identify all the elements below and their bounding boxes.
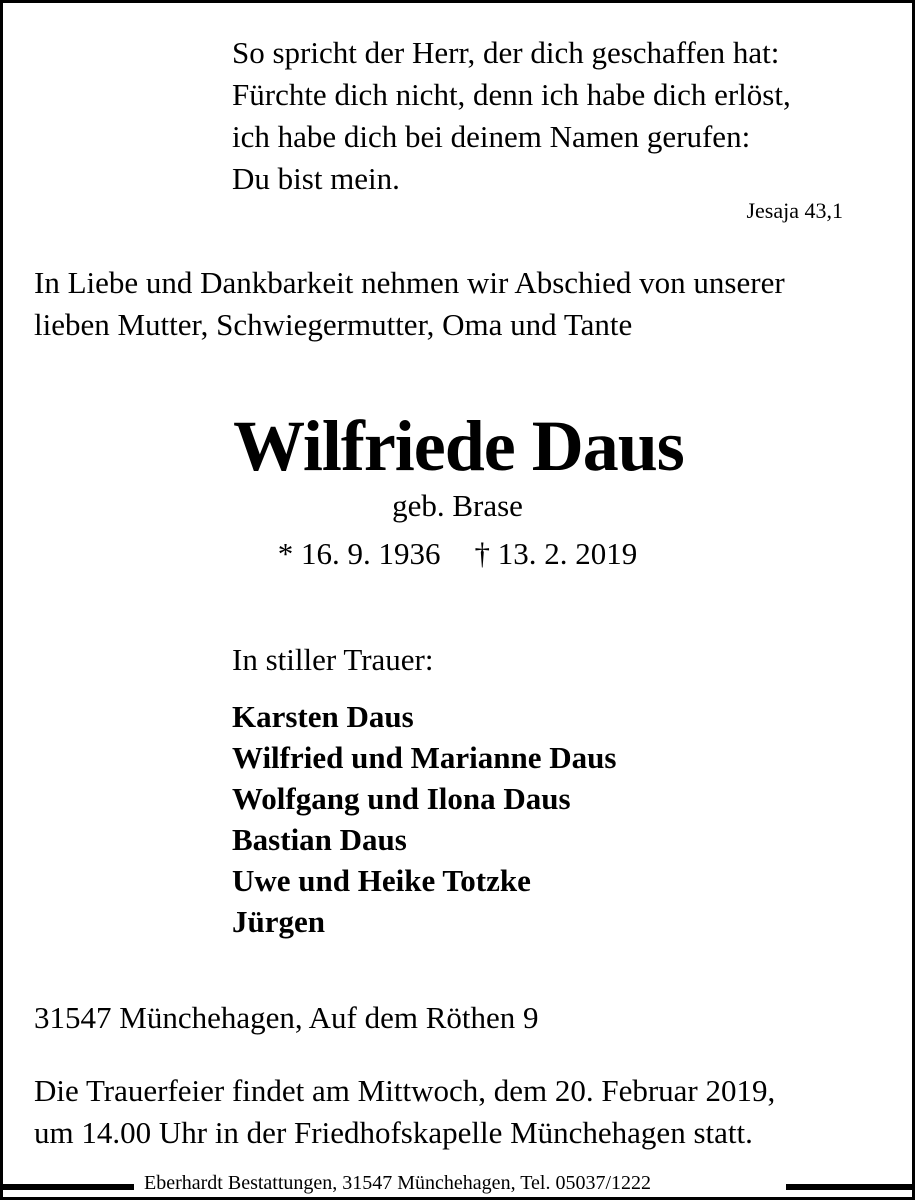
bible-verse [232, 32, 791, 200]
funeral-info-line: um 14.00 Uhr in der Friedhofskapelle Münchehagen statt. [34, 1115, 753, 1150]
mourner-name: Wilfried und Marianne Daus [232, 740, 617, 775]
birth-name: geb. Brase [392, 488, 523, 523]
mourner-name: Bastian Daus [232, 822, 407, 857]
life-dates [0, 536, 915, 572]
verse-line: ich habe dich bei deinem Namen gerufen: [232, 119, 751, 154]
funeral-home-credit: Eberhardt Bestattungen, 31547 Münchehagen, Tel. 05037/1222 [144, 1172, 652, 1194]
verse-line: Fürchte dich nicht, denn ich habe dich erlöst, [232, 77, 791, 112]
funeral-info [34, 1070, 775, 1154]
death-date: † 13. 2. 2019 [474, 536, 638, 571]
mourner-name: Jürgen [232, 904, 325, 939]
mourning-label: In stiller Trauer: [232, 642, 434, 677]
verse-source: Jesaja 43,1 [746, 198, 843, 223]
family-address: 31547 Münchehagen, Auf dem Röthen 9 [34, 1000, 539, 1035]
intro-text [34, 262, 785, 346]
mourner-name: Wolfgang und Ilona Daus [232, 781, 571, 816]
intro-line: In Liebe und Dankbarkeit nehmen wir Abschied von unserer [34, 265, 785, 300]
mourner-name: Uwe und Heike Totzke [232, 863, 531, 898]
footer-rule [786, 1184, 915, 1190]
mourner-list [232, 696, 616, 942]
verse-line: Du bist mein. [232, 161, 400, 196]
deceased-name: Wilfriede Daus [233, 406, 684, 486]
intro-line: lieben Mutter, Schwiegermutter, Oma und Tante [34, 307, 633, 342]
footer-rule [0, 1184, 134, 1190]
verse-line: So spricht der Herr, der dich geschaffen hat: [232, 35, 780, 70]
funeral-info-line: Die Trauerfeier findet am Mittwoch, dem 20. Februar 2019, [34, 1073, 776, 1108]
birth-date: * 16. 9. 1936 [277, 536, 441, 571]
mourner-name: Karsten Daus [232, 699, 414, 734]
